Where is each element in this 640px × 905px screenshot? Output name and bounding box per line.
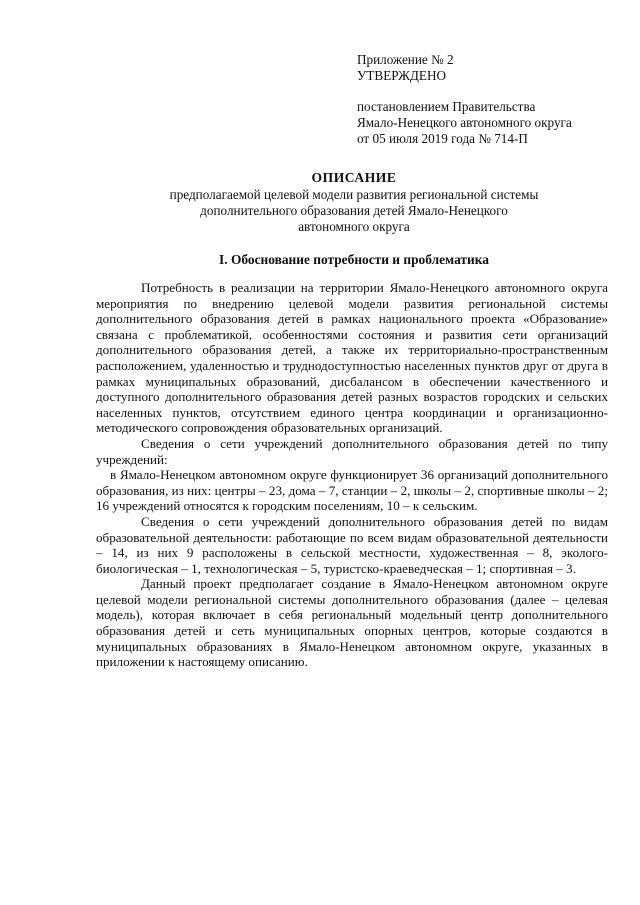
document-subtitle-line-2: дополнительного образования детей Ямало-Ненецкого xyxy=(200,203,508,218)
resolution-line-2: Ямало-Ненецкого автономного округа xyxy=(357,115,572,130)
spacer xyxy=(357,84,627,99)
document-subtitle-line-3: автономного округа xyxy=(298,219,410,234)
section-heading: I. Обоснование потребности и проблематика xyxy=(219,252,489,267)
paragraph: Потребность в реализации на территории Ямало-Ненецкого автономного округа мероприятия по внедрению целевой модели развития региональной системы дополнительного образования детей в рамках национального проекта «Образование» связана с проблематикой, особенностями состояния и развития сети организаций дополнительного образования детей, а также их территориально-пространственным расположением, удаленностью и труднодоступностью населенных пунктов друг от друга в рамках муниципальных образований, дисбалансом в обеспечении качественного и доступного дополнительного образования детей разных возрастов городских и сельских населенных пунктов, отсутствием единого центра координации и организационно-методического сопровождения образовательных организаций. xyxy=(96,280,608,436)
document-subtitle-line-1: предполагаемой целевой модели развития региональной системы xyxy=(169,187,539,202)
paragraph: в Ямало-Ненецком автономном округе функционирует 36 организаций дополнительного образования, из них: центры – 23, дома – 7, станции – 2, школы – 2, спортивные школы – 2; 16 учреждений относятся к городским поселениям, 10 – к сельским. xyxy=(96,467,608,514)
paragraph: Сведения о сети учреждений дополнительного образования детей по типу учреждений: xyxy=(96,435,608,467)
approved-label: УТВЕРЖДЕНО xyxy=(357,68,447,83)
resolution-line-3: от 05 июля 2019 года № 714-П xyxy=(357,131,528,146)
document-title: ОПИСАНИЕ xyxy=(311,170,397,185)
resolution-line-1: постановлением Правительства xyxy=(357,99,536,114)
paragraph: Сведения о сети учреждений дополнительного образования детей по видам образовательной деятельности: работающие по всем видам образовательной деятельности – 14, из них 9 расположены в сельской местности, художественная – 8, эколого-биологическая – 1, технологическая – 5, туристско-краеведческая – 1; спортивная – 3. xyxy=(96,513,608,576)
annex-label: Приложение № 2 xyxy=(357,52,454,67)
approval-block xyxy=(357,52,627,147)
document-body xyxy=(96,280,608,670)
paragraph: Данный проект предполагает создание в Ямало-Ненецком автономном округе целевой модели региональной системы дополнительного образования (далее – целевая модель), которая включает в себя региональный модельный центр дополнительного образования детей и сеть муниципальных опорных центров, которые создаются в муниципальных образованиях в Ямало-Ненецком автономном округе, указанных в приложении к настоящему описанию. xyxy=(96,576,608,670)
document-title-block xyxy=(96,170,612,235)
